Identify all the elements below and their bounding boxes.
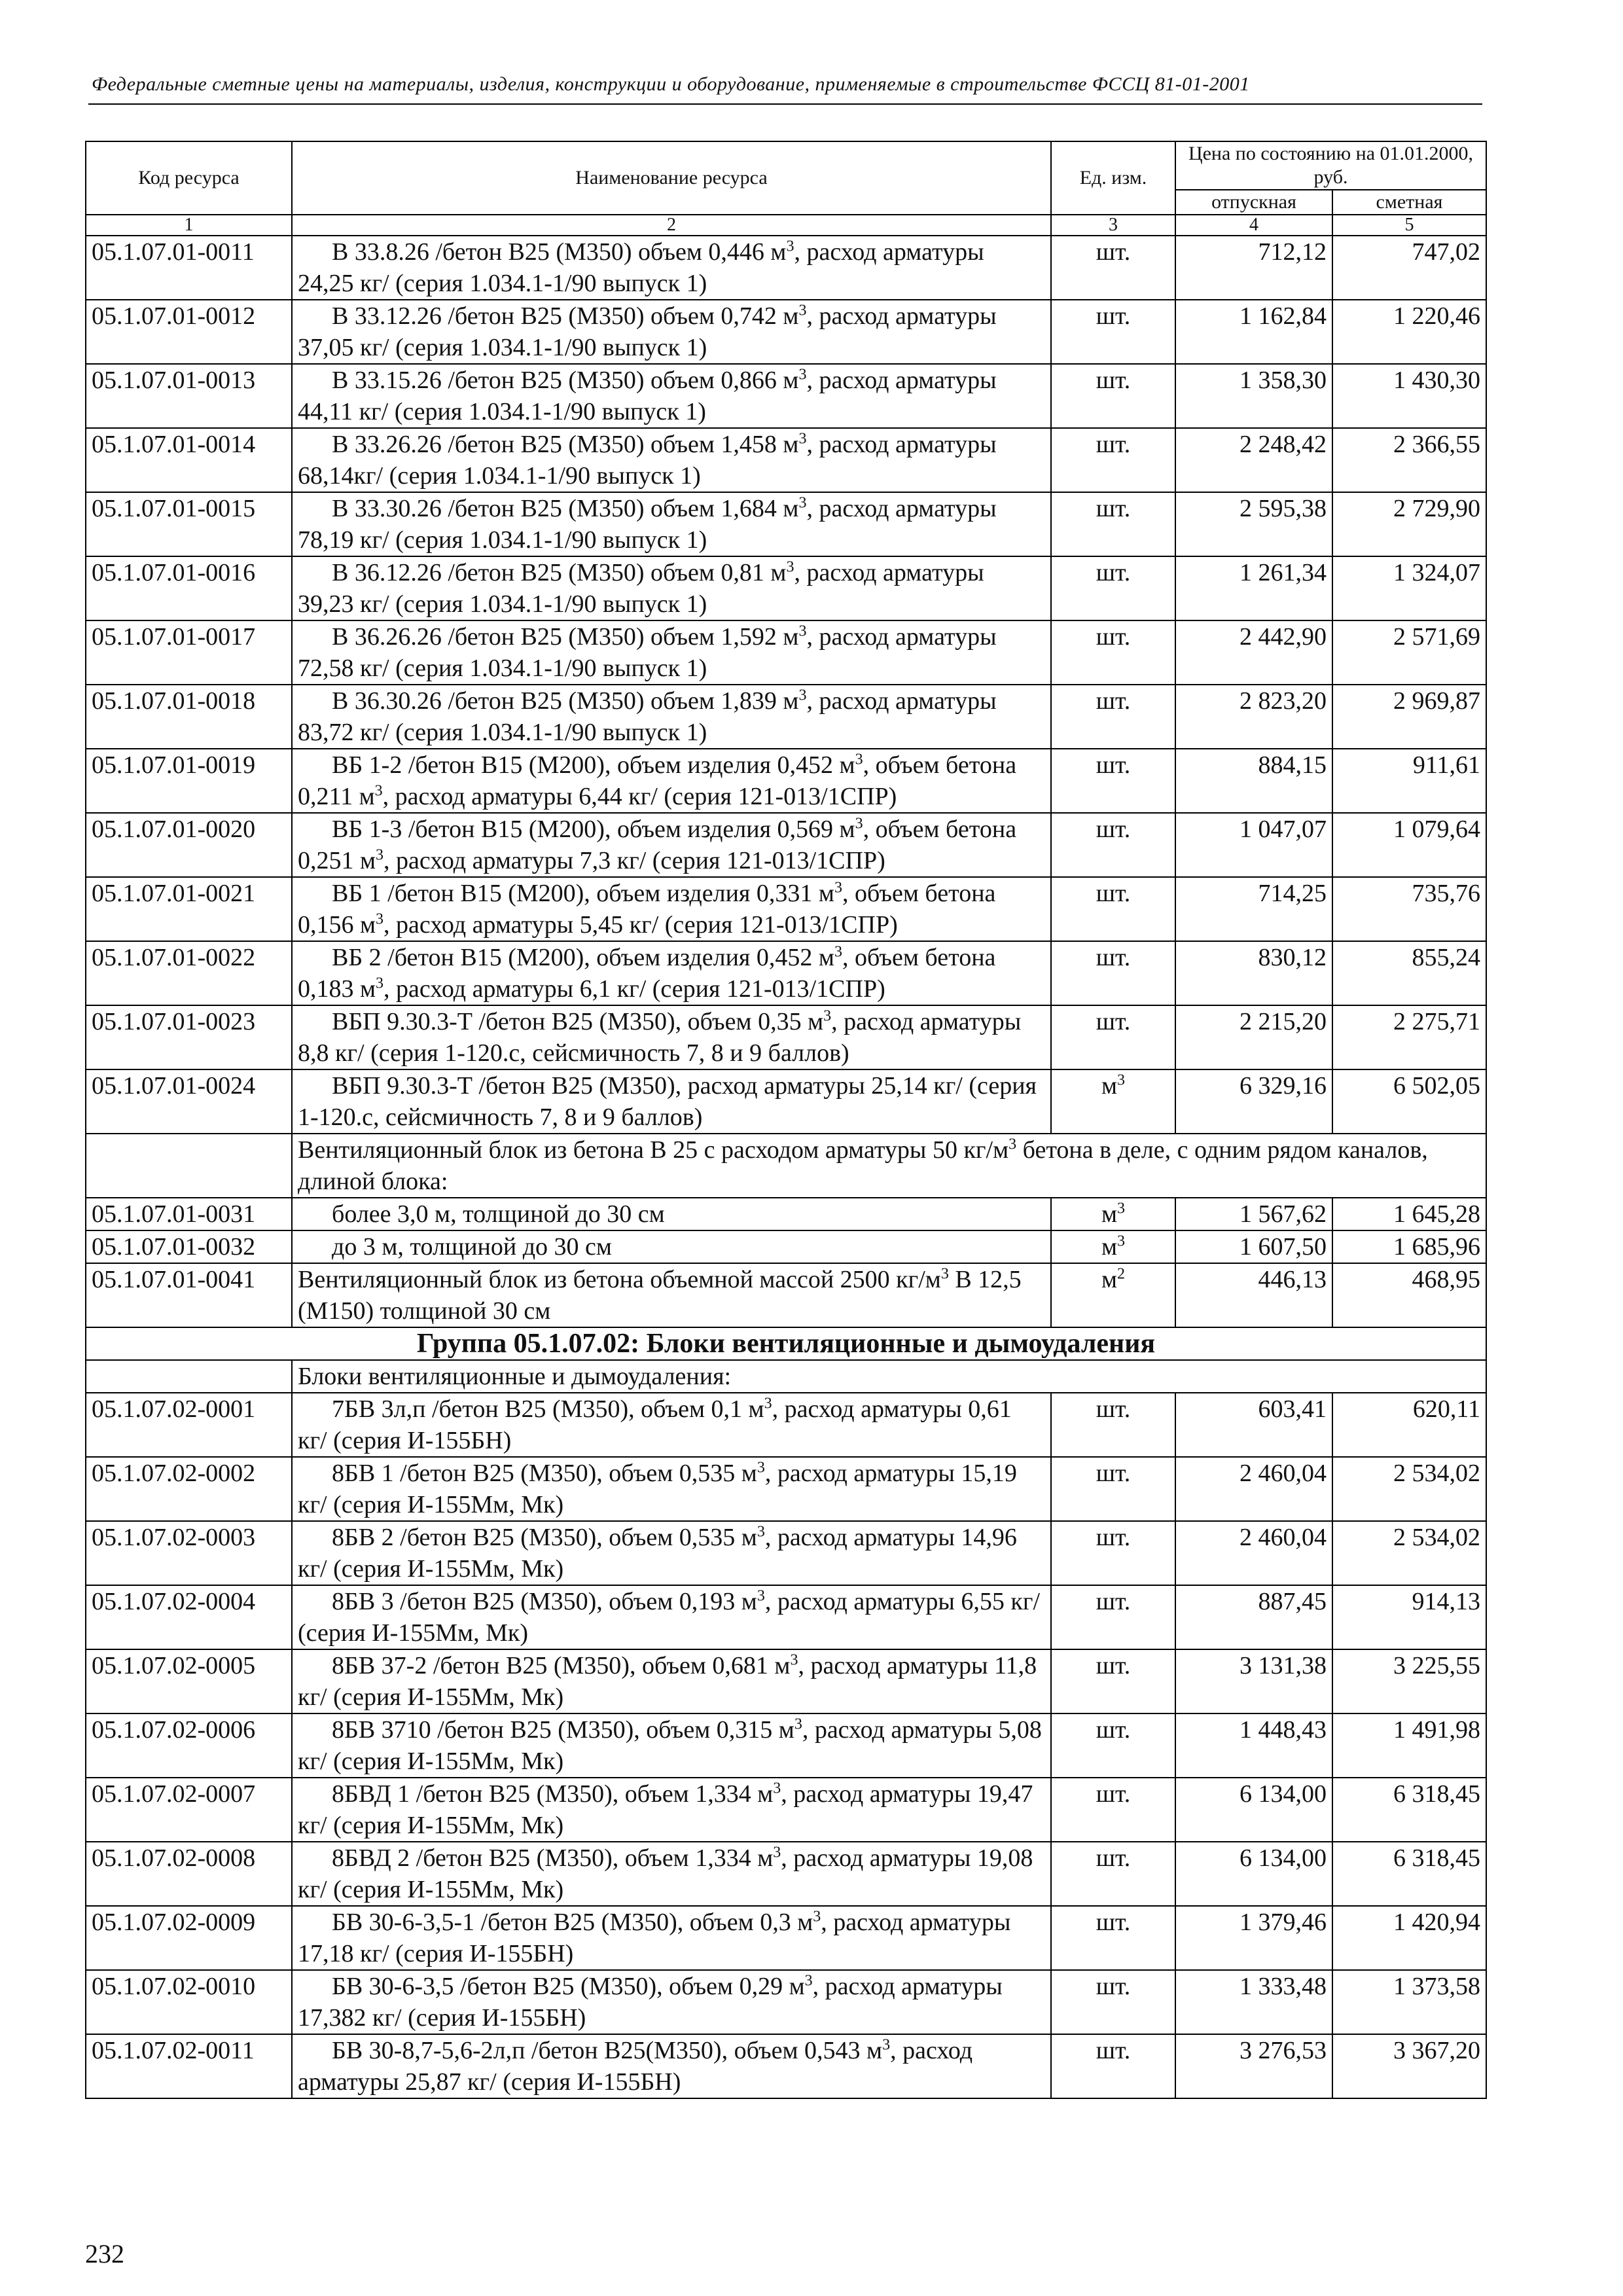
table-row [86,877,1486,941]
row-price-estimate: 1 220,46 [1332,300,1486,364]
column-number: 4 [1175,215,1332,236]
row-unit: шт. [1051,236,1175,300]
row-price-estimate: 6 502,05 [1332,1069,1486,1134]
row-name [292,1842,1051,1906]
row-unit: шт. [1051,877,1175,941]
row-name-text: ВБ 1-3 /бетон В15 (М200), объем изделия 0,569 $м^3$, объем бетона 0,251 $м^3$, расход арматуры 7,3 кг/ (серия 121-013/1СПР) [298,815,1017,874]
row-name [292,1970,1051,2034]
table-row [86,1230,1486,1263]
table-row [86,1842,1486,1906]
row-code: 05.1.07.01-0015 [86,492,292,556]
row-code: 05.1.07.01-0016 [86,556,292,620]
row-price-release: 6 329,16 [1175,1069,1332,1134]
row-price-release: 6 134,00 [1175,1842,1332,1906]
row-name-text: БВ 30-6-3,5 /бетон В25 (М350), объем 0,29 $м^3$, расход арматуры 17,382 кг/ (серия И-155БН) [298,1972,1003,2032]
row-unit: шт. [1051,1649,1175,1713]
row-price-estimate: 1 079,64 [1332,813,1486,877]
row-unit: шт. [1051,1393,1175,1457]
row-name-text: 8БВД 2 /бетон В25 (М350), объем 1,334 $м^3$, расход арматуры 19,08 кг/ (серия И-155Мм, Мк) [298,1844,1033,1903]
row-price-estimate: 2 729,90 [1332,492,1486,556]
row-unit: шт. [1051,556,1175,620]
row-price-estimate: 1 324,07 [1332,556,1486,620]
row-price-release: 1 607,50 [1175,1230,1332,1263]
row-unit: $м^3$ [1051,1069,1175,1134]
row-code: 05.1.07.02-0011 [86,2034,292,2098]
row-name [292,428,1051,492]
row-unit: шт. [1051,300,1175,364]
row-name [292,1393,1051,1457]
header-price-release: отпускная [1175,190,1332,215]
row-unit: шт. [1051,1842,1175,1906]
row-price-release: 887,45 [1175,1585,1332,1649]
row-price-estimate: 1 373,58 [1332,1970,1486,2034]
row-code [86,1360,292,1393]
row-code: 05.1.07.01-0011 [86,236,292,300]
header-price: Цена по состоянию на 01.01.2000, руб. [1175,141,1486,190]
row-name [292,620,1051,685]
row-price-estimate: 1 491,98 [1332,1713,1486,1778]
row-unit: шт. [1051,1906,1175,1970]
header-unit: Ед. изм. [1051,141,1175,215]
table-row [86,1263,1486,1327]
row-price-release: 3 131,38 [1175,1649,1332,1713]
row-code: 05.1.07.02-0008 [86,1842,292,1906]
row-code: 05.1.07.01-0032 [86,1230,292,1263]
row-name-text: ВБП 9.30.3-Т /бетон В25 (М350), объем 0,35 $м^3$, расход арматуры 8,8 кг/ (серия 1-120.с, сейсмичность 7, 8 и 9 баллов) [298,1007,1022,1067]
row-price-release: 830,12 [1175,941,1332,1005]
table-row [86,941,1486,1005]
column-number: 1 [86,215,292,236]
row-name-text: В 33.30.26 /бетон В25 (М350) объем 1,684 $м^3$, расход арматуры 78,19 кг/ (серия 1.034.1-1/90 выпуск 1) [298,494,997,554]
subheader-text: Блоки вентиляционные и дымоудаления: [292,1360,1486,1393]
subheader-row [86,1360,1486,1393]
row-price-estimate: 6 318,45 [1332,1842,1486,1906]
row-price-release: 712,12 [1175,236,1332,300]
row-name-text: 8БВ 3710 /бетон В25 (М350), объем 0,315 $м^3$, расход арматуры 5,08 кг/ (серия И-155Мм, Мк) [298,1715,1042,1775]
row-price-estimate: 735,76 [1332,877,1486,941]
row-name-text: В 36.30.26 /бетон В25 (М350) объем 1,839 $м^3$, расход арматуры 83,72 кг/ (серия 1.034.1-1/90 выпуск 1) [298,687,997,746]
group-title: Группа 05.1.07.02: Блоки вентиляционные и дымоудаления [86,1327,1486,1360]
table-row [86,556,1486,620]
row-name-text: ВБ 2 /бетон В15 (М200), объем изделия 0,452 $м^3$, объем бетона 0,183 $м^3$, расход арматуры 6,1 кг/ (серия 121-013/1СПР) [298,943,996,1003]
row-price-release: 884,15 [1175,749,1332,813]
row-name-text: более 3,0 м, толщиной до 30 см [332,1200,665,1228]
row-price-release: 1 448,43 [1175,1713,1332,1778]
row-price-release: 2 248,42 [1175,428,1332,492]
row-name-text: В 36.26.26 /бетон В25 (М350) объем 1,592 $м^3$, расход арматуры 72,58 кг/ (серия 1.034.1-1/90 выпуск 1) [298,622,997,682]
row-name-text: до 3 м, толщиной до 30 см [332,1233,612,1261]
row-code: 05.1.07.02-0006 [86,1713,292,1778]
row-name [292,1713,1051,1778]
row-code: 05.1.07.01-0022 [86,941,292,1005]
table-row [86,428,1486,492]
row-price-estimate: 911,61 [1332,749,1486,813]
row-name-text: В 33.8.26 /бетон В25 (М350) объем 0,446 $м^3$, расход арматуры 24,25 кг/ (серия 1.034.1-1/90 выпуск 1) [298,238,984,297]
table-row [86,2034,1486,2098]
row-price-estimate: 1 430,30 [1332,364,1486,428]
price-table [85,141,1487,2099]
row-code: 05.1.07.01-0014 [86,428,292,492]
table-row [86,1906,1486,1970]
row-name [292,1230,1051,1263]
row-price-estimate: 2 969,87 [1332,685,1486,749]
row-code: 05.1.07.01-0013 [86,364,292,428]
row-name [292,1521,1051,1585]
row-unit: $м^2$ [1051,1263,1175,1327]
header-price-estimate: сметная [1332,190,1486,215]
row-price-release: 2 460,04 [1175,1521,1332,1585]
row-name [292,1649,1051,1713]
row-code: 05.1.07.01-0023 [86,1005,292,1069]
row-name [292,1005,1051,1069]
row-code: 05.1.07.02-0002 [86,1457,292,1521]
table-body [86,236,1486,2098]
row-name-text: БВ 30-6-3,5-1 /бетон В25 (М350), объем 0,3 $м^3$, расход арматуры 17,18 кг/ (серия И-155БН) [298,1908,1011,1967]
row-price-release: 446,13 [1175,1263,1332,1327]
table-row [86,1585,1486,1649]
row-name-text: 8БВ 2 /бетон В25 (М350), объем 0,535 $м^3$, расход арматуры 14,96 кг/ (серия И-155Мм, Мк) [298,1523,1017,1583]
row-unit: шт. [1051,1457,1175,1521]
row-unit: шт. [1051,1521,1175,1585]
table-row [86,1393,1486,1457]
row-price-estimate: 1 685,96 [1332,1230,1486,1263]
row-name-text: В 33.12.26 /бетон В25 (М350) объем 0,742 $м^3$, расход арматуры 37,05 кг/ (серия 1.034.1-1/90 выпуск 1) [298,302,997,361]
row-code: 05.1.07.02-0009 [86,1906,292,1970]
row-name [292,1263,1051,1327]
row-price-release: 6 134,00 [1175,1778,1332,1842]
table-row [86,749,1486,813]
row-name-text: ВБ 1 /бетон В15 (М200), объем изделия 0,331 $м^3$, объем бетона 0,156 $м^3$, расход арматуры 5,45 кг/ (серия 121-013/1СПР) [298,879,996,939]
row-code: 05.1.07.02-0001 [86,1393,292,1457]
table-row [86,300,1486,364]
row-code: 05.1.07.01-0020 [86,813,292,877]
row-name [292,492,1051,556]
row-unit: шт. [1051,685,1175,749]
row-name-text: ВБ 1-2 /бетон В15 (М200), объем изделия 0,452 $м^3$, объем бетона 0,211 $м^3$, расход арматуры 6,44 кг/ (серия 121-013/1СПР) [298,751,1017,810]
row-name-text: В 33.26.26 /бетон В25 (М350) объем 1,458 $м^3$, расход арматуры 68,14кг/ (серия 1.034.1-1/90 выпуск 1) [298,430,997,490]
row-unit: шт. [1051,941,1175,1005]
row-name [292,1906,1051,1970]
row-name [292,1069,1051,1134]
row-code: 05.1.07.01-0024 [86,1069,292,1134]
row-unit: шт. [1051,1713,1175,1778]
row-name-text: Вентиляционный блок из бетона объемной массой 2500 $кг/м^3$ В 12,5 (М150) толщиной 30 см [298,1265,1022,1325]
row-price-estimate: 914,13 [1332,1585,1486,1649]
row-price-estimate: 1 420,94 [1332,1906,1486,1970]
row-code: 05.1.07.01-0031 [86,1198,292,1230]
table-row [86,1649,1486,1713]
column-number: 3 [1051,215,1175,236]
row-name-text: 7БВ 3л,п /бетон В25 (М350), объем 0,1 $м^3$, расход арматуры 0,61 кг/ (серия И-155БН) [298,1395,1012,1454]
row-code: 05.1.07.01-0041 [86,1263,292,1327]
row-price-estimate: 747,02 [1332,236,1486,300]
row-price-estimate: 3 225,55 [1332,1649,1486,1713]
row-unit: $м^3$ [1051,1230,1175,1263]
row-code: 05.1.07.01-0021 [86,877,292,941]
row-name-text: В 33.15.26 /бетон В25 (М350) объем 0,866 $м^3$, расход арматуры 44,11 кг/ (серия 1.034.1-1/90 выпуск 1) [298,366,997,425]
row-price-release: 3 276,53 [1175,2034,1332,2098]
row-code: 05.1.07.01-0018 [86,685,292,749]
subheader-text: Вентиляционный блок из бетона В 25 с расходом арматуры 50 $кг/м^3$ бетона в деле, с одним рядом каналов, длиной блока: [292,1134,1486,1198]
row-price-release: 1 162,84 [1175,300,1332,364]
row-code: 05.1.07.02-0003 [86,1521,292,1585]
row-name-text: БВ 30-8,7-5,6-2л,п /бетон В25(М350), объем 0,543 $м^3$, расход арматуры 25,87 кг/ (серия И-155БН) [298,2036,973,2096]
row-code: 05.1.07.02-0007 [86,1778,292,1842]
row-code: 05.1.07.02-0004 [86,1585,292,1649]
row-price-estimate: 3 367,20 [1332,2034,1486,2098]
row-name [292,364,1051,428]
row-price-estimate: 855,24 [1332,941,1486,1005]
subheader-row [86,1134,1486,1198]
row-unit: шт. [1051,428,1175,492]
row-price-estimate: 620,11 [1332,1393,1486,1457]
row-name-text: 8БВ 1 /бетон В25 (М350), объем 0,535 $м^3$, расход арматуры 15,19 кг/ (серия И-155Мм, Мк) [298,1459,1017,1518]
row-name [292,2034,1051,2098]
row-price-release: 2 460,04 [1175,1457,1332,1521]
row-name [292,685,1051,749]
table-row [86,1521,1486,1585]
row-unit: шт. [1051,1778,1175,1842]
row-name [292,1198,1051,1230]
row-price-release: 2 595,38 [1175,492,1332,556]
row-unit: шт. [1051,1970,1175,2034]
row-name [292,749,1051,813]
row-code: 05.1.07.02-0005 [86,1649,292,1713]
table-row [86,620,1486,685]
row-unit: шт. [1051,749,1175,813]
row-name [292,236,1051,300]
row-name [292,1585,1051,1649]
row-price-release: 714,25 [1175,877,1332,941]
row-unit: шт. [1051,2034,1175,2098]
row-price-estimate: 2 275,71 [1332,1005,1486,1069]
row-price-estimate: 6 318,45 [1332,1778,1486,1842]
row-code: 05.1.07.01-0012 [86,300,292,364]
column-number: 5 [1332,215,1486,236]
row-unit: шт. [1051,1005,1175,1069]
row-price-release: 603,41 [1175,1393,1332,1457]
row-name [292,1778,1051,1842]
row-name [292,1457,1051,1521]
row-name-text: В 36.12.26 /бетон В25 (М350) объем 0,81 $м^3$, расход арматуры 39,23 кг/ (серия 1.034.1-1/90 выпуск 1) [298,558,984,618]
row-unit: $м^3$ [1051,1198,1175,1230]
row-price-estimate: 468,95 [1332,1263,1486,1327]
page-number: 232 [85,2239,124,2269]
column-number: 2 [292,215,1051,236]
table-row [86,236,1486,300]
row-unit: шт. [1051,1585,1175,1649]
row-unit: шт. [1051,620,1175,685]
row-unit: шт. [1051,364,1175,428]
table-row [86,685,1486,749]
row-price-release: 1 567,62 [1175,1198,1332,1230]
row-name [292,813,1051,877]
row-price-release: 1 379,46 [1175,1906,1332,1970]
row-price-release: 1 047,07 [1175,813,1332,877]
row-name-text: ВБП 9.30.3-Т /бетон В25 (М350), расход арматуры 25,14 кг/ (серия 1-120.с, сейсмичность 7, 8 и 9 баллов) [298,1072,1037,1131]
row-name [292,300,1051,364]
row-name-text: 8БВД 1 /бетон В25 (М350), объем 1,334 $м^3$, расход арматуры 19,47 кг/ (серия И-155Мм, Мк) [298,1780,1033,1839]
table-row [86,1457,1486,1521]
row-name-text: 8БВ 3 /бетон В25 (М350), объем 0,193 $м^3$, расход арматуры 6,55 кг/ (серия И-155Мм, Мк) [298,1587,1041,1647]
row-unit: шт. [1051,813,1175,877]
row-price-estimate: 2 534,02 [1332,1521,1486,1585]
running-header: Федеральные сметные цены на материалы, изделия, конструкции и оборудование, применяемые в строительстве ФССЦ 81-01-2001 [92,73,1250,95]
table-row [86,1778,1486,1842]
header-code: Код ресурса [86,141,292,215]
row-name [292,941,1051,1005]
row-price-release: 1 358,30 [1175,364,1332,428]
row-price-estimate: 1 645,28 [1332,1198,1486,1230]
row-price-release: 2 823,20 [1175,685,1332,749]
row-unit: шт. [1051,492,1175,556]
row-price-estimate: 2 534,02 [1332,1457,1486,1521]
table-row [86,1713,1486,1778]
table-row [86,813,1486,877]
row-price-release: 2 442,90 [1175,620,1332,685]
row-price-release: 2 215,20 [1175,1005,1332,1069]
table-row [86,1069,1486,1134]
row-name-text: 8БВ 37-2 /бетон В25 (М350), объем 0,681 $м^3$, расход арматуры 11,8 кг/ (серия И-155Мм, Мк) [298,1651,1037,1711]
row-code: 05.1.07.01-0019 [86,749,292,813]
table-row [86,492,1486,556]
table-row [86,1198,1486,1230]
row-price-estimate: 2 366,55 [1332,428,1486,492]
table-row [86,1970,1486,2034]
row-code: 05.1.07.02-0010 [86,1970,292,2034]
row-code [86,1134,292,1198]
table-row [86,364,1486,428]
group-row [86,1327,1486,1360]
header-rule [88,103,1482,105]
table-row [86,1005,1486,1069]
header-name: Наименование ресурса [292,141,1051,215]
row-name [292,877,1051,941]
row-code: 05.1.07.01-0017 [86,620,292,685]
row-price-release: 1 261,34 [1175,556,1332,620]
row-name [292,556,1051,620]
row-price-estimate: 2 571,69 [1332,620,1486,685]
row-price-release: 1 333,48 [1175,1970,1332,2034]
